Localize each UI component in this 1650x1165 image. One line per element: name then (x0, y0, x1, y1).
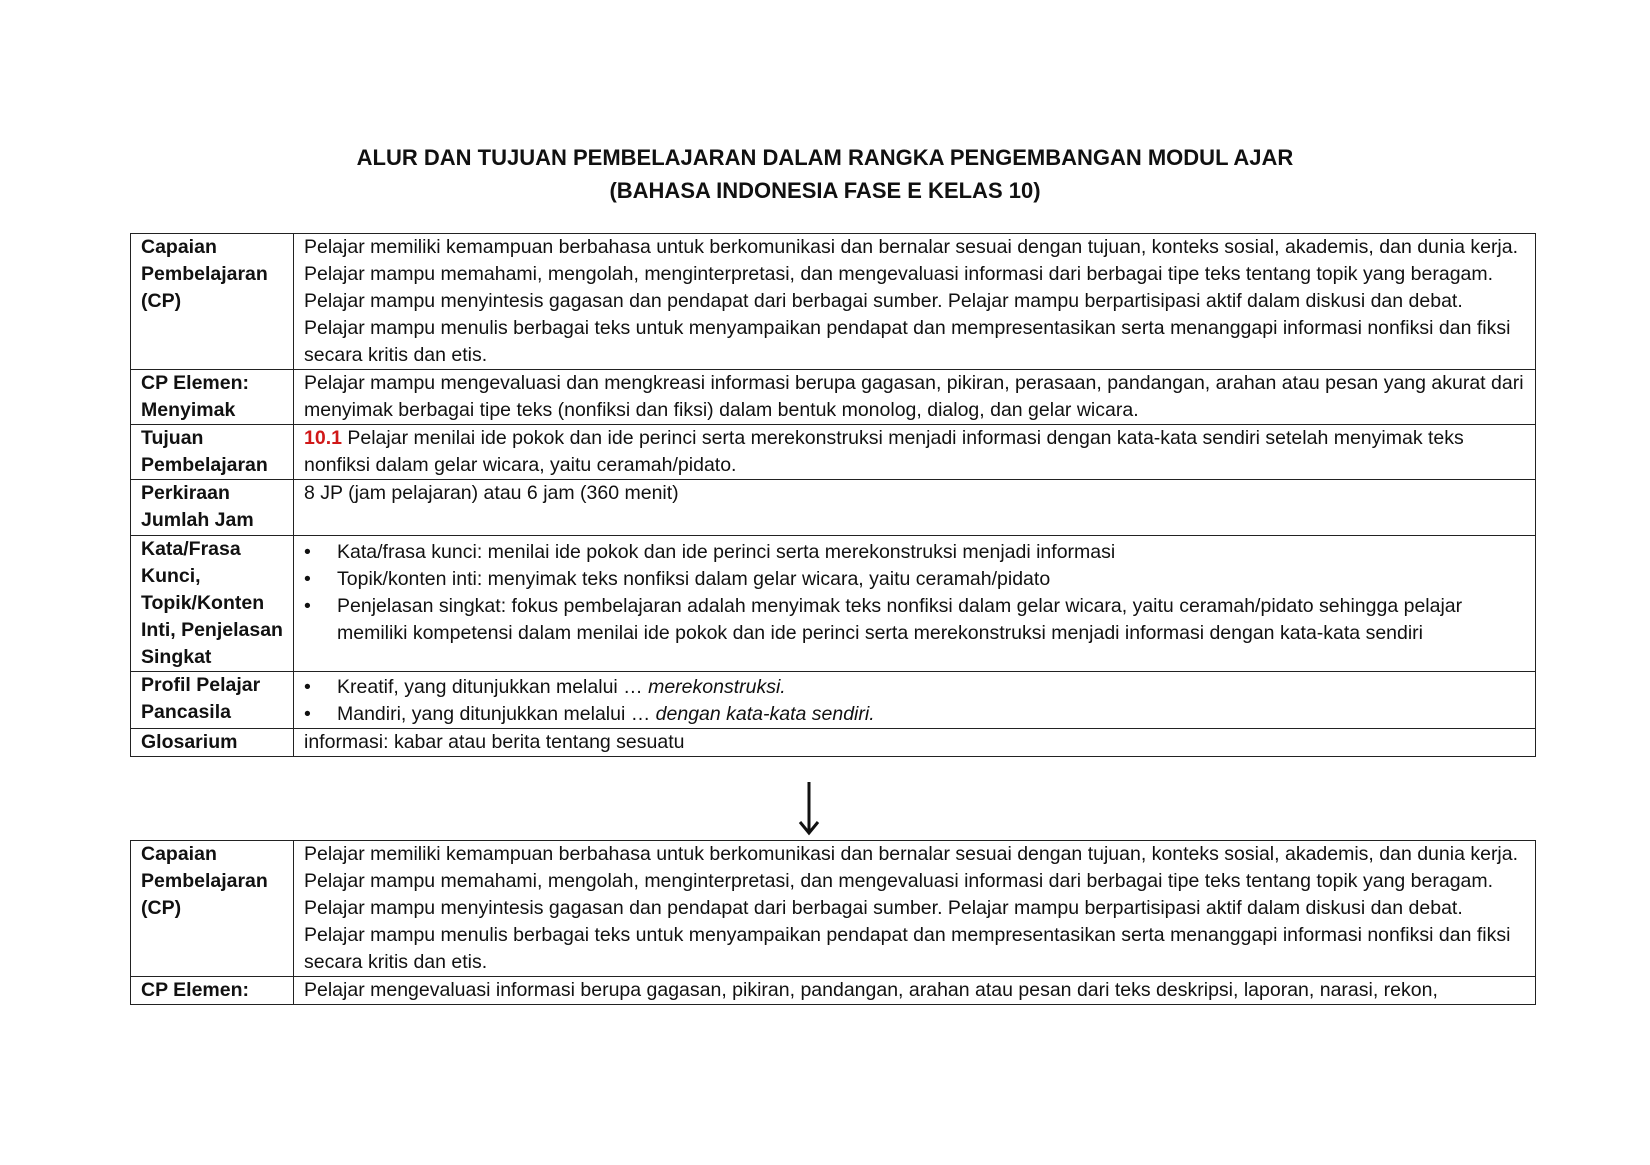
kata-frasa-list (304, 539, 1525, 647)
row-glosarium (131, 729, 1536, 757)
profil-text: Kreatif, yang ditunjukkan melalui … (337, 676, 649, 698)
value-cp: Pelajar memiliki kemampuan berbahasa untuk berkomunikasi dan bernalar sesuai dengan tujuan, konteks sosial, akademis, dan dunia kerja. Pelajar mampu memahami, mengolah, menginterpretasi, dan mengevaluasi informasi dari berbagai tipe teks tentang topik yang beragam. Pelajar mampu menyintesis gagasan dan pendapat dari berbagai sumber. Pelajar mampu berpartisipasi aktif dalam diskusi dan debat. Pelajar mampu menulis berbagai teks untuk menyampaikan pendapat dan mempresentasikan serta menanggapi informasi nonfiksi dan fiksi secara kritis dan etis. (294, 841, 1536, 977)
label-profil: Profil Pelajar Pancasila (131, 672, 294, 729)
profil-emphasis: merekonstruksi. (648, 676, 786, 698)
value-kata-frasa (294, 536, 1536, 672)
row-profil-pelajar (131, 672, 1536, 729)
list-item (304, 674, 1525, 701)
row-cp-elemen (131, 977, 1536, 1005)
value-glosarium: informasi: kabar atau berita tentang sesuatu (294, 729, 1536, 757)
atp-table-next (130, 840, 1536, 1005)
atp-table-listening (130, 233, 1536, 757)
profil-text: Mandiri, yang ditunjukkan melalui … (337, 703, 656, 725)
label-glosarium: Glosarium (131, 729, 294, 757)
value-cp-elemen: Pelajar mampu mengevaluasi dan mengkreasi informasi berupa gagasan, pikiran, perasaan, pandangan, arahan atau pesan yang akurat dari menyimak berbagai tipe teks (nonfiksi dan fiksi) dalam bentuk monolog, dialog, dan gelar wicara. (294, 370, 1536, 425)
row-kata-frasa (131, 536, 1536, 672)
label-kata-frasa: Kata/Frasa Kunci, Topik/Konten Inti, Penjelasan Singkat (131, 536, 294, 672)
tujuan-code: 10.1 (304, 427, 342, 449)
label-tujuan: Tujuan Pembelajaran (131, 425, 294, 480)
value-jam: 8 JP (jam pelajaran) atau 6 jam (360 menit) (294, 480, 1536, 536)
label-jam: Perkiraan Jumlah Jam (131, 480, 294, 536)
list-item: • Kata/frasa kunci: menilai ide pokok dan ide perinci serta merekonstruksi menjadi informasi (304, 539, 1525, 566)
tujuan-text: Pelajar menilai ide pokok dan ide perinci serta merekonstruksi menjadi informasi dengan kata-kata sendiri setelah menyimak teks nonfiksi dalam gelar wicara, yaitu ceramah/pidato. (304, 427, 1464, 476)
value-cp: Pelajar memiliki kemampuan berbahasa untuk berkomunikasi dan bernalar sesuai dengan tujuan, konteks sosial, akademis, dan dunia kerja. Pelajar mampu memahami, mengolah, menginterpretasi, dan mengevaluasi informasi dari berbagai tipe teks tentang topik yang beragam. Pelajar mampu menyintesis gagasan dan pendapat dari berbagai sumber. Pelajar mampu berpartisipasi aktif dalam diskusi dan debat. Pelajar mampu menulis berbagai teks untuk menyampaikan pendapat dan mempresentasikan serta menanggapi informasi nonfiksi dan fiksi secara kritis dan etis. (294, 234, 1536, 370)
row-capaian-pembelajaran (131, 841, 1536, 977)
row-cp-elemen (131, 370, 1536, 425)
list-item (304, 701, 1525, 728)
document-title (0, 141, 1650, 207)
value-profil (294, 672, 1536, 729)
row-perkiraan-jam (131, 480, 1536, 536)
arrow-down-icon (797, 782, 821, 836)
row-capaian-pembelajaran (131, 234, 1536, 370)
label-cp: Capaian Pembelajaran (CP) (131, 234, 294, 370)
profil-emphasis: dengan kata-kata sendiri. (655, 703, 875, 725)
title-line-2: (BAHASA INDONESIA FASE E KELAS 10) (609, 178, 1041, 203)
title-line-1: ALUR DAN TUJUAN PEMBELAJARAN DALAM RANGKA PENGEMBANGAN MODUL AJAR (356, 145, 1294, 170)
row-tujuan-pembelajaran (131, 425, 1536, 480)
list-item: • Penjelasan singkat: fokus pembelajaran adalah menyimak teks nonfiksi dalam gelar wicara, yaitu ceramah/pidato sehingga pelajar memiliki kompetensi dalam menilai ide pokok dan ide perinci serta merekonstruksi menjadi informasi dengan kata-kata sendiri (304, 593, 1525, 647)
profil-list (304, 674, 1525, 728)
label-cp-elemen: CP Elemen: (131, 977, 294, 1005)
list-item: • Topik/konten inti: menyimak teks nonfiksi dalam gelar wicara, yaitu ceramah/pidato (304, 566, 1525, 593)
value-tujuan (294, 425, 1536, 480)
value-cp-elemen: Pelajar mengevaluasi informasi berupa gagasan, pikiran, pandangan, arahan atau pesan dari teks deskripsi, laporan, narasi, rekon, (294, 977, 1536, 1005)
label-cp: Capaian Pembelajaran (CP) (131, 841, 294, 977)
label-cp-elemen: CP Elemen: Menyimak (131, 370, 294, 425)
